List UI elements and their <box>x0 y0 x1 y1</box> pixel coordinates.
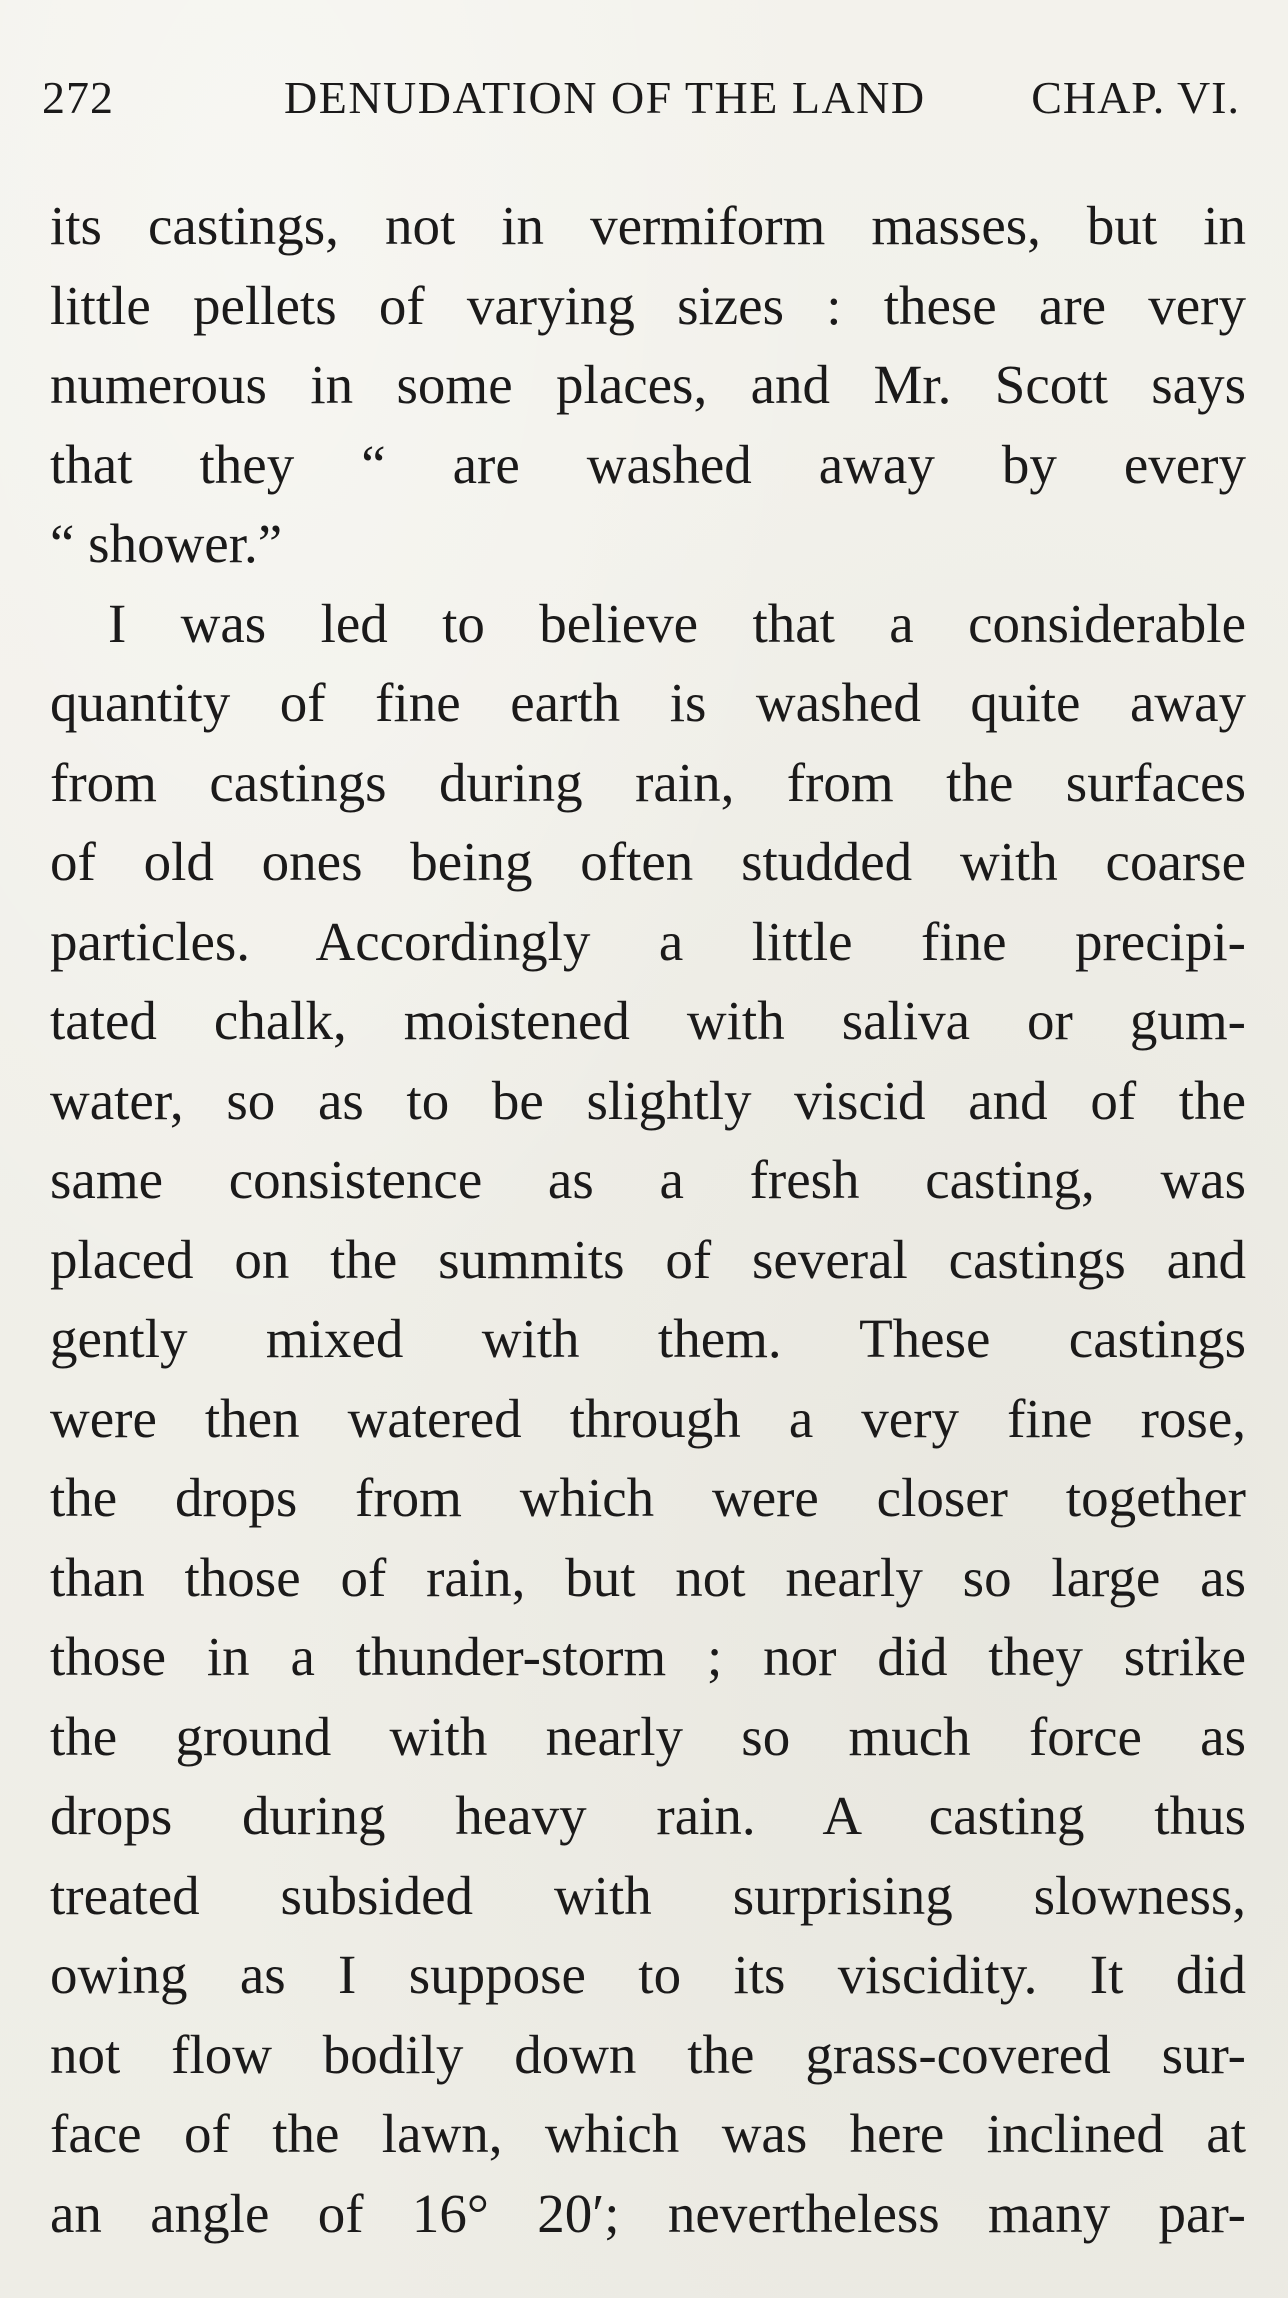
text-line: owing as I suppose to its viscidity. It did <box>50 1944 1246 2005</box>
text-line: same consistence as a fresh casting, was <box>50 1149 1246 1210</box>
text-line: tated chalk, moistened with saliva or gum- <box>50 990 1246 1051</box>
text-line: “ shower.” <box>50 513 283 574</box>
text-line: from castings during rain, from the surfaces <box>50 751 1246 813</box>
text-line: that they “ are washed away by every <box>50 433 1246 495</box>
paragraph-first-line: I was led to believe that a considerable <box>108 592 1246 654</box>
running-title: DENUDATION OF THE LAND <box>284 72 926 123</box>
text-line: treated subsided with surprising slowness, <box>50 1864 1246 1926</box>
page-header <box>42 68 1240 128</box>
text-line: the ground with nearly so much force as <box>50 1705 1246 1767</box>
text-line: those in a thunder-storm ; nor did they strike <box>50 1626 1246 1687</box>
text-line: not flow bodily down the grass-covered sur- <box>50 2023 1246 2085</box>
text-line: the drops from which were closer together <box>50 1467 1246 1528</box>
text-line: drops during heavy rain. A casting thus <box>50 1785 1246 1846</box>
text-line: little pellets of varying sizes : these are very <box>50 274 1246 336</box>
page-number: 272 <box>42 72 114 123</box>
text-line: particles. Accordingly a little fine precipi- <box>50 910 1246 972</box>
chapter-label: CHAP. VI. <box>1031 72 1240 123</box>
text-line: quantity of fine earth is washed quite away <box>50 672 1246 733</box>
text-line: water, so as to be slightly viscid and of the <box>50 1069 1246 1131</box>
text-line: gently mixed with them. These castings <box>50 1308 1246 1369</box>
text-line: placed on the summits of several castings and <box>50 1228 1246 1290</box>
text-line: numerous in some places, and Mr. Scott says <box>50 354 1246 415</box>
text-line: than those of rain, but not nearly so large as <box>50 1546 1246 1608</box>
text-line: were then watered through a very fine rose, <box>50 1387 1246 1449</box>
text-line: of old ones being often studded with coarse <box>50 831 1246 892</box>
text-line: an angle of 16° 20′; nevertheless many par- <box>50 2182 1246 2244</box>
text-line: face of the lawn, which was here inclined at <box>50 2103 1246 2164</box>
body-text <box>50 186 1246 2253</box>
text-line: its castings, not in vermiform masses, but in <box>50 195 1246 256</box>
